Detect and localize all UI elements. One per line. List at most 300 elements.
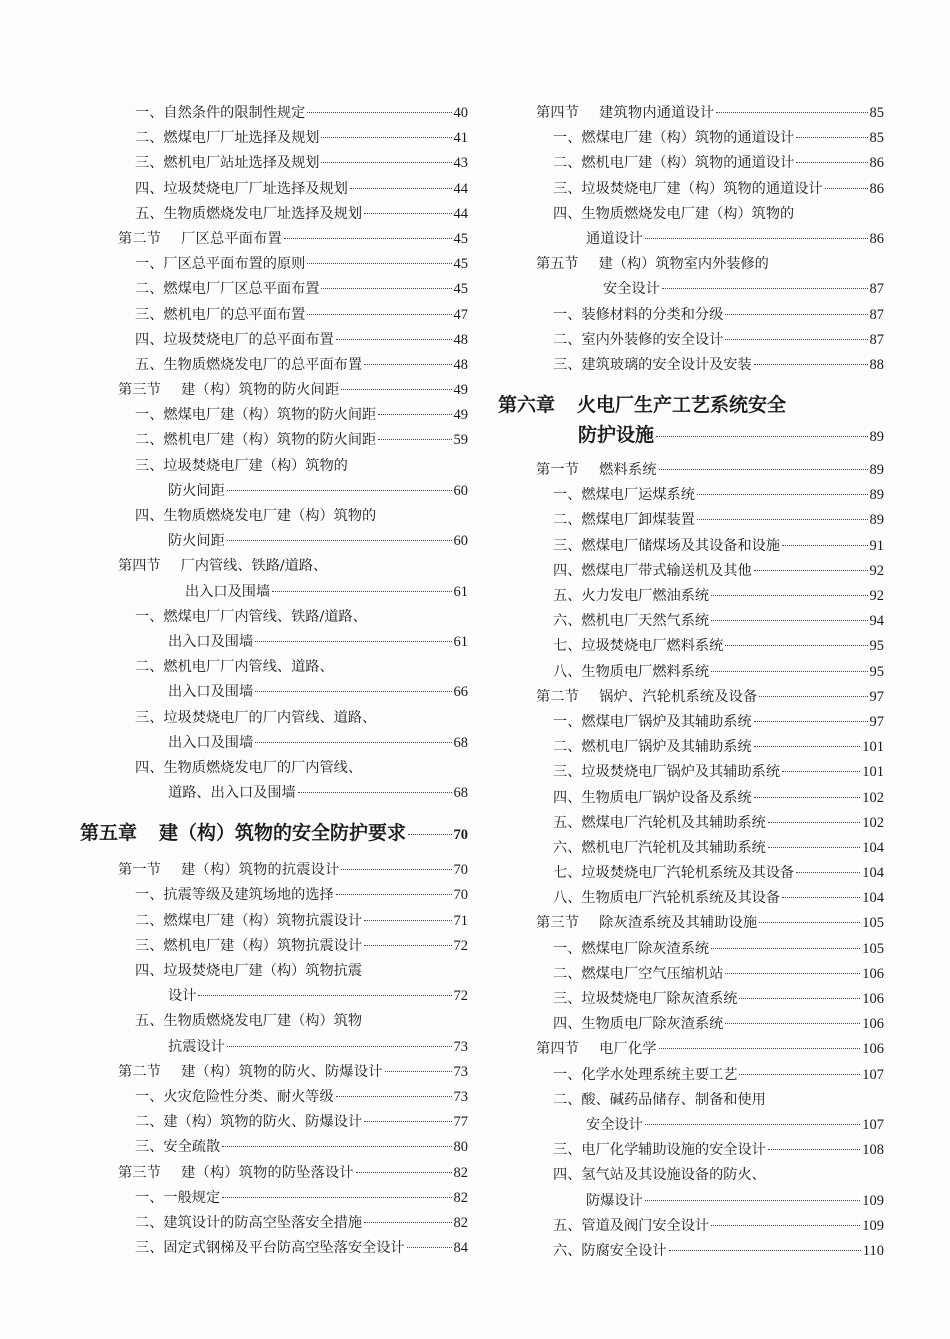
dot-leader [725,339,867,340]
section-title: 电厂化学 [599,1041,657,1058]
dot-leader [796,872,860,873]
entry-title: 七、垃圾焚烧电厂汽轮机系统及其设备 [553,865,795,882]
page-number: 80 [453,1139,468,1156]
entry-title: 二、燃煤电厂卸煤装置 [553,512,695,529]
section-heading [118,858,339,883]
dot-leader [272,591,451,592]
section-number: 第一节 [536,462,580,479]
toc-entry[interactable] [80,883,468,908]
entry-title: 一、厂区总平面布置的原则 [135,256,306,273]
page-number: 72 [453,988,468,1005]
toc-entry[interactable] [498,151,884,176]
toc-entry[interactable] [498,886,884,911]
dot-leader [697,519,868,520]
entry-title: 四、生物质电厂除灰渣系统 [553,1016,724,1033]
dot-leader [378,439,451,440]
section-heading [118,378,339,403]
dot-leader [364,364,451,365]
page-number: 110 [862,1242,884,1259]
dot-leader [227,540,452,541]
toc-entry[interactable] [498,836,884,861]
entry-title: 安全设计 [586,1116,643,1133]
page-number: 73 [453,1088,468,1105]
dot-leader [364,1222,451,1223]
page-number: 45 [453,281,468,298]
toc-column-left [80,101,468,1261]
toc-entry[interactable] [498,962,884,987]
toc-entry[interactable] [498,1214,884,1239]
entry-title: 三、安全疏散 [135,1139,221,1156]
page-number: 89 [869,429,884,446]
section-number: 第三节 [118,1164,162,1181]
toc-entry[interactable] [498,126,884,151]
toc-entry[interactable] [498,483,884,508]
dot-leader [659,469,868,470]
toc-entry[interactable] [498,1239,884,1264]
toc-entry[interactable] [498,937,884,962]
entry-title: 三、电厂化学辅助设施的安全设计 [553,1142,766,1159]
toc-entry-line [80,1009,468,1034]
dot-leader [356,1172,452,1173]
toc-entry[interactable] [498,1012,884,1037]
toc-entry-line [80,959,468,984]
entry-title: 二、燃煤电厂厂区总平面布置 [135,281,320,298]
dot-leader [255,641,451,642]
entry-title: 二、酸、碱药品储存、制备和使用 [553,1091,766,1108]
page-number: 86 [869,180,884,197]
toc-entry[interactable] [80,151,468,176]
entry-title: 二、燃煤电厂建（构）筑物抗震设计 [135,912,363,929]
dot-leader [341,389,451,390]
toc-entry[interactable] [80,1035,468,1060]
dot-leader [725,645,867,646]
page-number: 70 [453,887,468,904]
entry-title: 出入口及围墙 [168,633,254,650]
toc-section[interactable] [498,685,884,710]
section-title: 建（构）筑物的防火间距 [181,382,340,399]
page-number: 106 [862,1016,884,1033]
dot-leader [711,1225,860,1226]
page-number: 48 [453,356,468,373]
entry-title: 四、生物质电厂锅炉设备及系统 [553,789,752,806]
page-number: 104 [862,890,884,907]
toc-section[interactable] [498,458,884,483]
toc-entry[interactable] [80,731,468,756]
entry-title: 一、一般规定 [135,1189,221,1206]
toc-entry[interactable] [498,987,884,1012]
dot-leader [307,263,451,264]
page-number: 59 [453,432,468,449]
dot-leader [307,314,451,315]
toc-entry[interactable] [498,861,884,886]
entry-title: 四、垃圾焚烧电厂厂址选择及规划 [135,180,348,197]
page-number: 108 [862,1142,884,1159]
toc-chapter[interactable] [80,812,468,854]
toc-entry[interactable] [80,781,468,806]
page-number: 60 [453,533,468,550]
toc-entry[interactable] [80,1085,468,1110]
dot-leader [754,364,868,365]
page-number: 45 [453,256,468,273]
toc-entry[interactable] [80,303,468,328]
toc-section[interactable] [80,227,468,252]
dot-leader [656,436,867,437]
section-number: 第二节 [118,230,162,247]
dot-leader [711,595,867,596]
toc-entry[interactable] [498,328,884,353]
dot-leader [754,746,861,747]
toc-section[interactable] [498,1037,884,1062]
entry-title: 一、燃煤电厂除灰渣系统 [553,940,710,957]
dot-leader [796,137,867,138]
toc-entry[interactable] [498,277,884,302]
dot-leader [336,339,452,340]
toc-entry[interactable] [80,909,468,934]
toc-entry[interactable] [498,710,884,735]
toc-entry-line [80,655,468,680]
section-heading [536,1037,657,1062]
entry-title: 四、燃煤电厂带式输送机及其他 [553,562,752,579]
page-number: 89 [869,487,884,504]
dot-leader [759,922,860,923]
toc-entry[interactable] [498,786,884,811]
toc-entry[interactable] [498,760,884,785]
page-number: 106 [862,965,884,982]
dot-leader [739,998,860,999]
dot-leader [321,162,451,163]
dot-leader [725,314,867,315]
dot-leader [759,696,867,697]
entry-title: 防爆设计 [586,1192,643,1209]
toc-entry[interactable] [80,984,468,1009]
chapter-number: 第五章 [80,822,138,845]
entry-title: 三、燃机电厂站址选择及规划 [135,155,320,172]
entry-title: 三、燃机电厂的总平面布置 [135,306,306,323]
section-heading [118,1161,354,1186]
dot-leader [255,691,451,692]
toc-entry[interactable] [80,1110,468,1135]
dot-leader [711,620,867,621]
page-number: 73 [453,1038,468,1055]
toc-entry[interactable] [498,1063,884,1088]
dot-leader [739,1074,860,1075]
dot-leader [725,1023,860,1024]
page-number: 104 [862,865,884,882]
entry-title: 六、燃机电厂天然气系统 [553,613,710,630]
entry-title: 出入口及围墙 [168,684,254,701]
section-heading [118,1060,383,1085]
toc-entry[interactable] [80,1211,468,1236]
page-number: 82 [453,1189,468,1206]
dot-leader [725,973,860,974]
toc-entry[interactable] [498,559,884,584]
entry-title: 出入口及围墙 [168,734,254,751]
toc-section[interactable] [498,101,884,126]
dot-leader [645,238,868,239]
dot-leader [336,1096,452,1097]
entry-title: 二、燃机电厂锅炉及其辅助系统 [553,739,752,756]
entry-title: 六、防腐安全设计 [553,1242,667,1259]
dot-leader [716,112,867,113]
entry-title: 抗震设计 [168,1038,225,1055]
entry-title: 二、燃煤电厂厂址选择及规划 [135,130,320,147]
page-number: 92 [869,562,884,579]
entry-title: 二、燃机电厂厂内管线、道路、 [135,659,334,676]
page-number: 73 [453,1063,468,1080]
toc-entry[interactable] [498,177,884,202]
dot-leader [782,771,860,772]
toc-entry[interactable] [80,101,468,126]
toc-entry[interactable] [498,534,884,559]
entry-title: 六、燃机电厂汽轮机及其辅助系统 [553,839,766,856]
dot-leader [645,1124,860,1125]
entry-title: 三、燃煤电厂储煤场及其设备和设施 [553,537,781,554]
page-number: 49 [453,407,468,424]
page-number: 97 [869,713,884,730]
page-number: 91 [869,537,884,554]
toc-entry[interactable] [80,1186,468,1211]
toc-column-right [498,101,884,1264]
toc-entry[interactable] [80,403,468,428]
dot-leader [711,948,860,949]
toc-entry[interactable] [498,609,884,634]
page-number: 85 [869,105,884,121]
page-number: 95 [869,663,884,680]
toc-entry-line [80,504,468,529]
page-number: 86 [869,230,884,247]
toc-entry[interactable] [80,1236,468,1261]
toc-section[interactable] [80,858,468,883]
page-number: 71 [453,912,468,929]
entry-title: 四、氢气站及其设施设备的防火、 [553,1167,766,1184]
entry-title: 通道设计 [586,230,643,247]
dot-leader [321,137,451,138]
dot-leader [364,920,451,921]
section-title: 建（构）筑物室内外装修的 [598,256,769,273]
dot-leader [669,1250,861,1251]
page-number: 87 [869,306,884,323]
toc-section[interactable] [80,1161,468,1186]
dot-leader [378,414,451,415]
toc-entry[interactable] [80,252,468,277]
entry-title: 一、抗震等级及建筑场地的选择 [135,887,334,904]
dot-leader [768,822,860,823]
section-heading [118,227,282,252]
toc-entry[interactable] [80,680,468,705]
page-number: 88 [869,356,884,373]
section-number: 第五节 [536,256,579,273]
section-title: 锅炉、汽轮机系统及设备 [599,688,758,705]
entry-title: 三、建筑玻璃的安全设计及安装 [553,356,752,373]
toc-section[interactable] [498,911,884,936]
page-number: 84 [453,1240,468,1257]
page-number: 97 [869,688,884,705]
dot-leader [307,112,451,113]
entry-title: 五、生物质燃烧发电厂的总平面布置 [135,356,363,373]
entry-title: 三、垃圾焚烧电厂建（构）筑物的 [135,457,348,474]
page-number: 61 [453,633,468,650]
dot-leader [341,869,451,870]
section-number: 第二节 [536,688,580,705]
entry-title: 七、垃圾焚烧电厂燃料系统 [553,638,724,655]
entry-title: 二、燃煤电厂空气压缩机站 [553,965,724,982]
section-heading [536,911,757,936]
dot-leader [227,1046,452,1047]
toc-entry[interactable] [498,508,884,533]
section-title: 建（构）筑物的防火、防爆设计 [181,1063,383,1080]
dot-leader [662,288,868,289]
toc-entry[interactable] [80,529,468,554]
entry-title: 防火间距 [168,482,225,499]
chapter-title: 火电厂生产工艺系统安全 [577,394,787,417]
entry-title: 一、燃煤电厂建（构）筑物的通道设计 [553,130,795,147]
toc-entry[interactable] [498,634,884,659]
entry-title: 一、火灾危险性分类、耐火等级 [135,1088,334,1105]
dot-leader [364,213,451,214]
dot-leader [284,238,452,239]
toc-entry[interactable] [80,580,468,605]
page-number: 68 [453,785,468,802]
toc-entry[interactable] [80,934,468,959]
entry-title: 一、燃煤电厂运煤系统 [553,487,695,504]
toc-entry[interactable] [80,328,468,353]
toc-entry[interactable] [80,479,468,504]
section-title: 燃料系统 [599,462,657,479]
entry-title: 四、垃圾焚烧电厂建（构）筑物抗震 [135,963,363,979]
page-number: 77 [453,1114,468,1131]
entry-title: 八、生物质电厂汽轮机系统及其设备 [553,890,781,907]
entry-title: 一、燃煤电厂厂内管线、铁路/道路、 [135,608,367,625]
dot-leader [298,792,452,793]
page-number: 72 [453,937,468,954]
toc-chapter[interactable] [498,420,884,450]
dot-leader [350,188,452,189]
entry-title: 五、燃煤电厂汽轮机及其辅助系统 [553,814,766,831]
entry-title: 四、生物质燃烧发电厂的厂内管线、 [135,759,363,776]
page-number: 89 [869,462,884,479]
entry-title: 四、生物质燃烧发电厂建（构）筑物的 [553,205,795,222]
dot-leader [198,995,451,996]
entry-title: 四、生物质燃烧发电厂建（构）筑物的 [135,508,377,524]
section-heading [536,101,714,126]
section-title: 建（构）筑物的防坠落设计 [181,1164,354,1181]
page-number: 68 [453,734,468,751]
page-number: 45 [453,230,468,247]
page-number: 43 [453,155,468,172]
page-number: 102 [862,789,884,806]
page-number: 87 [869,281,884,298]
entry-title: 三、固定式钢梯及平台防高空坠落安全设计 [135,1240,405,1257]
page-number: 87 [869,331,884,348]
chapter-number: 第六章 [498,394,556,417]
toc-entry[interactable] [80,353,468,378]
toc-entry[interactable] [80,277,468,302]
toc-entry[interactable] [498,735,884,760]
page-number: 109 [862,1217,884,1234]
page-number: 89 [869,512,884,529]
toc-entry[interactable] [498,1113,884,1138]
toc-entry[interactable] [498,1189,884,1214]
section-title: 厂内管线、铁路/道路、 [180,558,328,575]
toc-entry-line [498,1088,884,1113]
toc-entry[interactable] [498,303,884,328]
dot-leader [754,721,868,722]
toc-entry[interactable] [498,227,884,252]
page-number: 40 [453,105,468,121]
toc-entry[interactable] [498,584,884,609]
toc-section-line [80,554,468,579]
toc-entry[interactable] [498,353,884,378]
page-number: 82 [453,1164,468,1181]
page-number: 105 [862,915,884,932]
page-number: 94 [869,613,884,630]
toc-entry[interactable] [498,811,884,836]
entry-title: 安全设计 [603,281,660,298]
entry-title: 一、燃煤电厂锅炉及其辅助系统 [553,713,752,730]
entry-title: 一、自然条件的限制性规定 [135,105,306,121]
page-number: 107 [862,1116,884,1133]
page-number: 44 [453,205,468,222]
section-number: 第三节 [536,915,580,932]
page-number: 66 [453,684,468,701]
dot-leader [321,288,451,289]
toc-entry[interactable] [80,428,468,453]
dot-leader [825,188,868,189]
dot-leader [796,162,867,163]
entry-title: 二、建（构）筑物的防火、防爆设计 [135,1114,363,1131]
dot-leader [364,945,451,946]
toc-section[interactable] [80,378,468,403]
dot-leader [697,494,868,495]
toc-entry[interactable] [80,126,468,151]
page-number: 82 [453,1214,468,1231]
entry-title: 三、垃圾焚烧电厂建（构）筑物的通道设计 [553,180,823,197]
dot-leader [768,847,860,848]
toc-entry[interactable] [80,202,468,227]
section-number: 第一节 [118,862,162,879]
toc-entry-line [498,202,884,227]
entry-title: 五、生物质燃烧发电厂址选择及规划 [135,205,363,222]
section-number: 第四节 [536,105,580,121]
section-heading [536,458,657,483]
entry-title: 一、化学水处理系统主要工艺 [553,1066,738,1083]
dot-leader [407,1247,452,1248]
page-number: 86 [869,155,884,172]
toc-entry[interactable] [80,1135,468,1160]
toc-entry[interactable] [80,630,468,655]
entry-title: 二、燃机电厂建（构）筑物的防火间距 [135,432,377,449]
dot-leader [385,1071,452,1072]
page-number: 107 [862,1066,884,1083]
page-number: 106 [862,991,884,1007]
page-number: 49 [453,382,468,399]
entry-title: 二、室内外装修的安全设计 [553,331,724,348]
toc-entry[interactable] [498,1138,884,1163]
dot-leader [645,1200,860,1201]
toc-entry-line [498,1163,884,1188]
toc-section[interactable] [80,1060,468,1085]
dot-leader [336,894,452,895]
toc-entry-line [80,706,468,731]
toc-entry[interactable] [498,660,884,685]
section-title: 建（构）筑物的抗震设计 [181,862,340,879]
entry-title: 道路、出入口及围墙 [168,785,296,802]
chapter-title: 防护设施 [578,424,655,447]
entry-title: 出入口及围墙 [185,583,271,600]
page-number: 106 [862,1041,884,1058]
toc-entry[interactable] [80,177,468,202]
dot-leader [255,742,451,743]
